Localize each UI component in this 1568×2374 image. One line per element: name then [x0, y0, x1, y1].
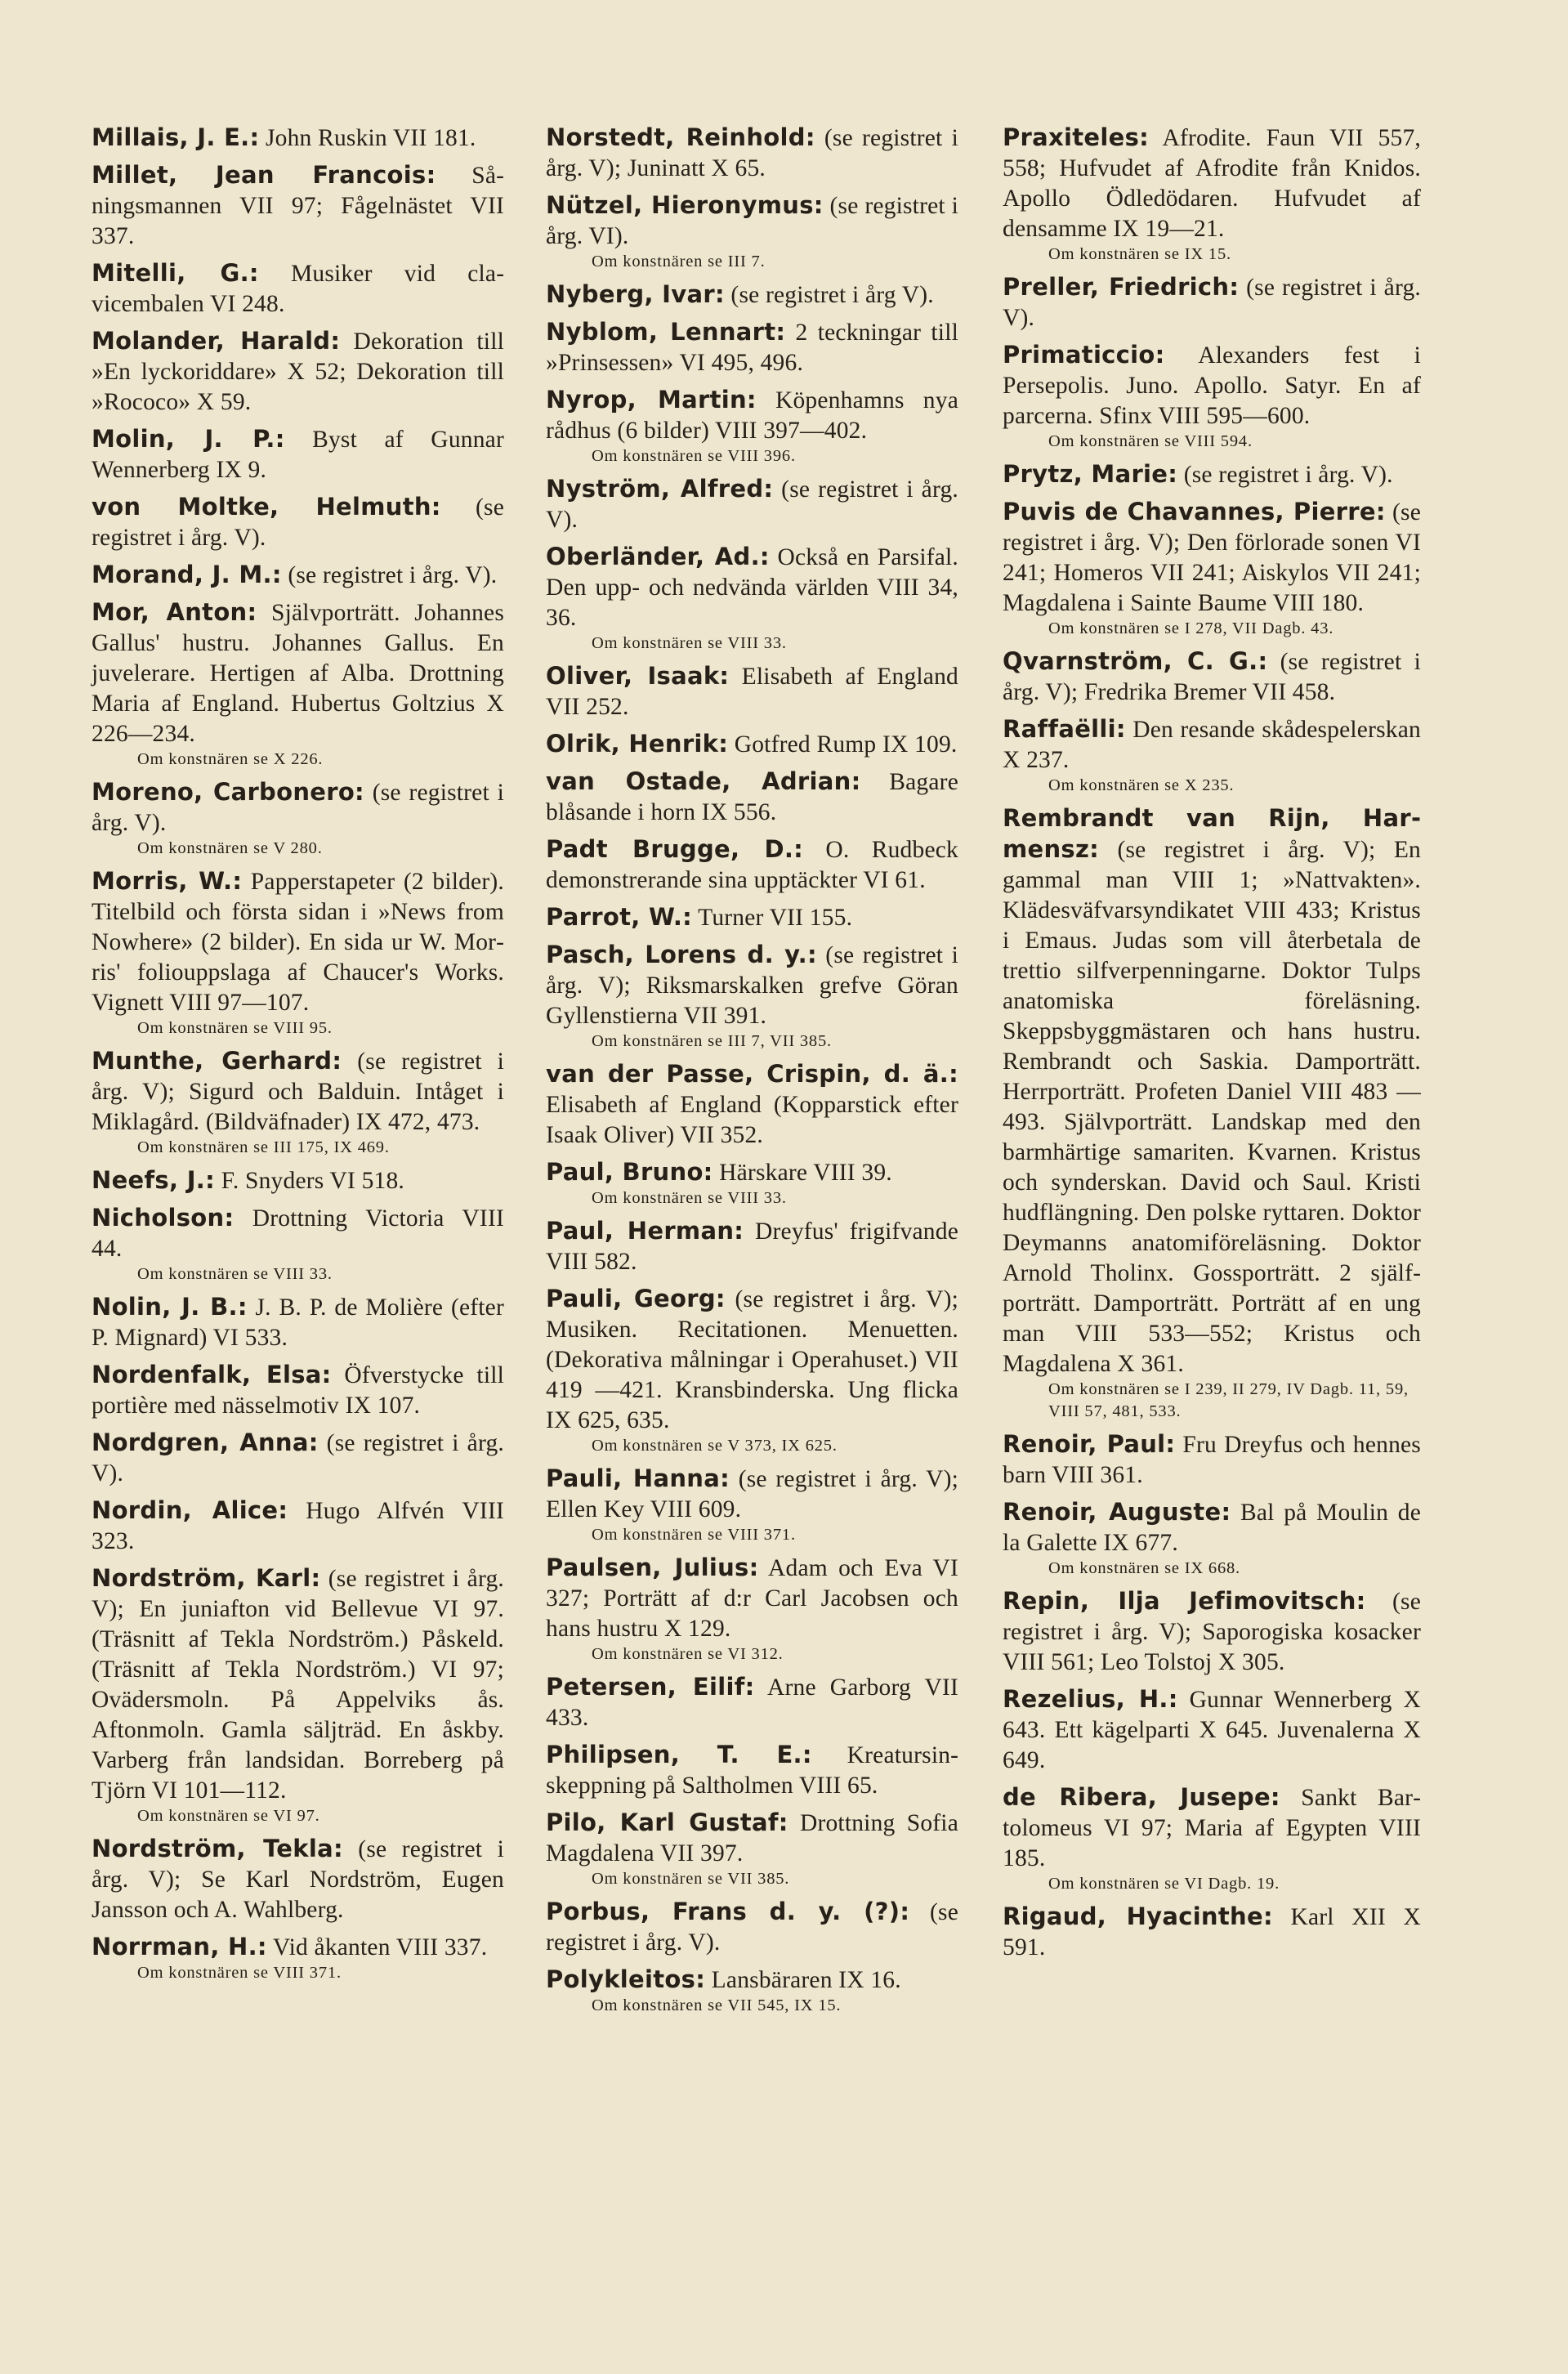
works-list: Karl XII X 591. — [1003, 1904, 1421, 1960]
works-list: O. Rudbeck demonstrerande sina upptäckter VI 61. — [546, 837, 958, 893]
artist-reference-note: Om konstnären se VII 385. — [592, 1870, 790, 1888]
artist-name: Mor, Anton: — [92, 598, 257, 626]
works-list: Adam och Eva VI 327; Porträtt af d:r Carl Jacobsen och hans hustru X 129. — [546, 1555, 958, 1642]
artist-reference-note: Om konstnären se VIII 95. — [137, 1019, 333, 1037]
artist-name: Mitelli, G.: — [92, 259, 259, 287]
register-entry — [92, 777, 504, 860]
register-entry — [92, 597, 504, 771]
works-list: Papperstapeter (2 bilder). Titelbild och första sidan i »News from Nowhere» (2 bilder). En sida ur W. Morris' foliouppslaga af Chaucer's Works. Vignett VIII 97—107. — [92, 869, 504, 1016]
artist-name: Neefs, J.: — [92, 1166, 216, 1194]
works-list: (se registret i årg. V); Riksmarskalken grefve Göran Gyllenstierna VII 391. — [546, 942, 958, 1029]
artist-name: Molander, Harald: — [92, 327, 341, 355]
register-entry — [546, 1965, 958, 2017]
entry-text — [1003, 1782, 1421, 1874]
artist-name: Praxiteles: — [1003, 123, 1150, 151]
register-entry — [1003, 1497, 1421, 1580]
artist-name: Molin, J. P.: — [92, 425, 285, 453]
artist-reference-note: Om konstnären se I 278, VII Dagb. 43. — [1048, 619, 1334, 637]
artist-reference-note: Om konstnären se VIII 396. — [592, 447, 796, 465]
artist-reference-note: Om konstnären se III 175, IX 469. — [137, 1138, 390, 1156]
register-entry — [92, 1495, 504, 1557]
artist-name: Prytz, Marie: — [1003, 460, 1178, 488]
register-entry — [546, 1464, 958, 1546]
artist-name: Paulsen, Julius: — [546, 1554, 759, 1581]
entry-text — [92, 424, 504, 485]
register-entry — [546, 940, 958, 1053]
artist-reference-note: Om konstnären se X 235. — [1048, 776, 1235, 794]
entry-text — [92, 1292, 504, 1353]
register-entry — [546, 123, 958, 184]
entry-text — [1003, 803, 1421, 1379]
artist-name: Nordgren, Anna: — [92, 1428, 319, 1456]
artist-name: Philipsen, T. E.: — [546, 1741, 812, 1768]
works-list: (se registret i årg. VI). — [546, 193, 958, 249]
register-entry — [546, 1216, 958, 1277]
works-list: Såningsmannen VII 97; Fågelnästet VII 337. — [92, 163, 504, 249]
works-list: Gunnar Wennerberg X 643. Ett kägelparti X 645. Juvenalerna X 649. — [1003, 1687, 1422, 1773]
works-list: Dreyfus' frigifvande VIII 582. — [546, 1218, 959, 1275]
works-list: Afrodite. Faun VII 557, 558; Hufvudet af Afrodite från Knidos. Apollo Ödledödaren. Hufvudet af densamme IX 19—21. — [1003, 125, 1421, 242]
artist-name: Norstedt, Reinhold: — [546, 123, 815, 151]
register-entry — [92, 866, 504, 1039]
artist-name: Nyblom, Lennart: — [546, 318, 786, 346]
entry-text — [92, 597, 504, 749]
entry-text — [546, 542, 958, 633]
works-list: F. Snyders VI 518. — [215, 1168, 405, 1194]
artist-reference-note: Om konstnären se VIII 594. — [1048, 432, 1253, 450]
register-entry — [1003, 1684, 1421, 1776]
entry-text — [1003, 272, 1421, 333]
register-entry — [92, 424, 504, 485]
entry-text — [1003, 123, 1421, 244]
works-list: Arne Garborg VII 433. — [546, 1674, 958, 1731]
register-entry — [92, 1165, 504, 1196]
artist-name: Repin, Ilja Jefimovitsch: — [1003, 1587, 1366, 1615]
entry-text — [546, 834, 958, 896]
artist-name: Millais, J. E.: — [92, 123, 260, 151]
works-list: Den resande skådespelerskan X 237. — [1003, 717, 1421, 773]
works-list: Turner VII 155. — [692, 905, 853, 931]
register-entry — [92, 123, 504, 154]
artist-name: Nolin, J. B.: — [92, 1293, 248, 1321]
works-list: Byst af Gunnar Wennerberg IX 9. — [92, 427, 504, 483]
register-entry — [1003, 803, 1421, 1423]
entry-text — [92, 1203, 504, 1264]
register-entry — [92, 1834, 504, 1925]
register-entry — [546, 1284, 958, 1457]
works-list: Bagare blåsande i horn IX 556. — [546, 769, 958, 825]
works-list: Självporträtt. Johannes Gallus' hustru. Johannes Gallus. En juvelerare. Hertigen af Alba. Drottning Maria af England. Hubertus Goltzius X 226—234. — [92, 600, 504, 747]
register-entry — [1003, 340, 1421, 453]
artist-name: Puvis de Chavannes, Pierre: — [1003, 498, 1386, 525]
entry-text — [1003, 1586, 1421, 1678]
works-list: 2 teckningar till »Prinsessen» VI 495, 496. — [546, 320, 958, 376]
artist-reference-note: Om konstnären se III 7. — [592, 253, 766, 270]
register-column-1 — [92, 123, 504, 1991]
register-entry — [546, 1553, 958, 1665]
works-list: Elisabeth af England VII 252. — [546, 664, 958, 720]
entry-text — [546, 1284, 958, 1436]
artist-name: Olrik, Henrik: — [546, 730, 729, 758]
artist-reference-note: Om konstnären se VII 545, IX 15. — [592, 1996, 842, 2014]
register-entry — [1003, 497, 1421, 640]
register-entry — [92, 1203, 504, 1285]
works-list: (se registret i årg. V); Ellen Key VIII 609. — [546, 1466, 958, 1522]
artist-name: Nützel, Hieronymus: — [546, 191, 824, 219]
entry-text — [546, 385, 958, 446]
works-list: Fru Dreyfus och hennes barn VIII 361. — [1003, 1432, 1421, 1488]
register-entry — [546, 729, 958, 760]
entry-text — [92, 160, 504, 252]
works-list: Öfverstycke till portière med nässelmotiv IX 107. — [92, 1362, 505, 1419]
entry-text — [1003, 1902, 1421, 1963]
entry-text — [92, 1428, 504, 1489]
artist-name: Preller, Friedrich: — [1003, 273, 1240, 301]
entry-text — [92, 1563, 504, 1806]
register-entry — [546, 542, 958, 655]
register-entry — [546, 279, 958, 311]
register-entry — [546, 385, 958, 467]
register-entry — [92, 1932, 504, 1984]
artist-name: Oberländer, Ad.: — [546, 543, 770, 570]
artist-name: Pauli, Hanna: — [546, 1464, 730, 1492]
entry-text — [92, 123, 504, 154]
artist-name: Renoir, Auguste: — [1003, 1498, 1231, 1526]
register-entry — [1003, 272, 1421, 333]
register-entry — [546, 317, 958, 378]
artist-reference-note: Om konstnären se VI 97. — [137, 1807, 320, 1825]
artist-reference-note: Om konstnären se VIII 33. — [592, 634, 787, 652]
register-entry — [546, 834, 958, 896]
artist-name: von Moltke, Helmuth: — [92, 493, 441, 521]
artist-name: Nordin, Alice: — [92, 1496, 288, 1524]
entry-text — [546, 279, 958, 311]
register-entry — [546, 1672, 958, 1733]
entry-text — [92, 326, 504, 418]
register-entry — [546, 474, 958, 535]
register-entry — [546, 190, 958, 273]
artist-reference-note: Om konstnären se III 7, VII 385. — [592, 1032, 832, 1050]
works-list: Drottning Victoria VIII 44. — [92, 1205, 504, 1262]
works-list: (se registret i årg. V); Se Karl Nordström, Eugen Jansson och A. Wahlberg. — [92, 1836, 504, 1923]
register-entry — [1003, 1782, 1421, 1895]
works-list: (se registret i årg. V). — [1177, 462, 1393, 488]
artist-name: Norrman, H.: — [92, 1933, 267, 1960]
works-list: (se registret i årg. V); En gammal man VIII 1; »Nattvakten». Klädesväfvarsyndikatet VIII 433; Kristus i Emaus. Judas som vill återbetala de trettio silfverpenningarne. Doktor Tulps anatomiska föreläsning. Skeppsbyggmästaren och hans hustru. Rembrandt och Saskia. Damporträtt. Herrporträtt. Profeten Daniel VIII 483 —493. Självporträtt. Landskap med den barmhärtige samariten. Kvarnen. Kristus och synderskan. David och Saul. Kristi hudflängning. Den polske ryttaren. Doktor Deymanns anatomiföreläsning. Doktor Arnold Tholinx. Gossporträtt. 2 själfporträtt. Damporträtt. Porträtt af en ung man VIII 533—552; Kristus och Magdalena X 361. — [1003, 837, 1421, 1377]
register-entry — [1003, 123, 1421, 266]
register-entry — [92, 1428, 504, 1489]
register-entry — [546, 902, 958, 933]
entry-text — [546, 1808, 958, 1869]
artist-name: van Ostade, Adrian: — [546, 767, 861, 795]
entry-text — [546, 1740, 958, 1801]
register-entry — [1003, 714, 1421, 797]
artist-name: Rigaud, Hyacinthe: — [1003, 1902, 1273, 1930]
register-entry — [546, 767, 958, 828]
works-list: (se registret i årg. V). — [546, 476, 958, 533]
entry-text — [546, 940, 958, 1031]
works-list: Kreatursinskeppning på Saltholmen VIII 65. — [546, 1742, 958, 1799]
register-entry — [92, 560, 504, 591]
artist-name: Millet, Jean Francois: — [92, 161, 436, 189]
artist-name: Renoir, Paul: — [1003, 1430, 1176, 1458]
artist-name: Rembrandt van Rijn, Harmensz: — [1003, 804, 1421, 863]
entry-text — [92, 866, 504, 1018]
artist-reference-note: Om konstnären se IX 15. — [1048, 245, 1231, 263]
entry-text — [1003, 714, 1421, 776]
register-entry — [92, 160, 504, 252]
artist-reference-note: Om konstnären se VI 312. — [592, 1645, 784, 1663]
register-entry — [92, 1292, 504, 1353]
entry-text — [546, 190, 958, 252]
artist-name: van der Passe, Crispin, d. ä.: — [546, 1060, 958, 1088]
artist-name: Nordenfalk, Elsa: — [92, 1361, 332, 1388]
artist-reference-note: Om konstnären se VI Dagb. 19. — [1048, 1875, 1280, 1893]
artist-name: Nyström, Alfred: — [546, 475, 774, 503]
register-column-2 — [546, 123, 958, 2023]
works-list: Lansbäraren IX 16. — [705, 1967, 901, 1993]
entry-text — [546, 661, 958, 722]
artist-name: Qvarnström, C. G.: — [1003, 647, 1268, 675]
artist-name: Nyrop, Martin: — [546, 386, 757, 414]
entry-text — [92, 1360, 504, 1421]
works-list: (se registret i årg. V). — [1003, 275, 1421, 331]
works-list: Musiker vid clavicembalen VI 248. — [92, 261, 505, 317]
works-list: (se registret i årg. V); Juninatt X 65. — [546, 125, 958, 181]
artist-name: Morand, J. M.: — [92, 561, 282, 588]
entry-text — [92, 258, 504, 320]
artist-name: Rezelius, H.: — [1003, 1685, 1178, 1713]
register-entry — [546, 1740, 958, 1801]
entry-text — [1003, 646, 1421, 708]
works-list: Bal på Moulin de la Galette IX 677. — [1003, 1500, 1421, 1556]
entry-text — [546, 1897, 958, 1958]
works-list: (se registret i årg. V); Saporogiska kosacker VIII 561; Leo Tolstoj X 305. — [1003, 1589, 1421, 1675]
entry-text — [1003, 1497, 1421, 1558]
artist-name: Oliver, Isaak: — [546, 662, 730, 690]
artist-name: Paul, Bruno: — [546, 1158, 713, 1186]
register-entry — [546, 1897, 958, 1958]
artist-reference-note: Om konstnären se I 239, II 279, IV Dagb. 11, 59, VIII 57, 481, 533. — [1048, 1380, 1409, 1420]
artist-name: Nordström, Karl: — [92, 1564, 321, 1592]
artist-name: Munthe, Gerhard: — [92, 1047, 342, 1075]
artist-reference-note: Om konstnären se VIII 371. — [137, 1964, 342, 1982]
entry-text — [92, 1932, 504, 1963]
artist-reference-note: Om konstnären se VIII 33. — [137, 1265, 333, 1283]
artist-name: Padt Brugge, D.: — [546, 835, 804, 863]
entry-text — [1003, 1429, 1421, 1491]
entry-text — [546, 1157, 958, 1188]
register-entry — [92, 1563, 504, 1827]
register-entry — [546, 1157, 958, 1209]
works-list: Hugo Alfvén VIII 323. — [92, 1498, 504, 1554]
works-list: (se registret i årg. V); Den förlorade sonen VI 241; Homeros VII 241; Aiskylos VII 241; Magdalena i Sainte Baume VIII 180. — [1003, 499, 1422, 616]
register-entry — [546, 1059, 958, 1151]
register-entry — [546, 661, 958, 722]
register-entry — [92, 1360, 504, 1421]
register-entry — [92, 326, 504, 418]
register-entry — [1003, 1902, 1421, 1963]
works-list: (se registret i årg. V). — [281, 562, 498, 588]
artist-reference-note: Om konstnären se X 226. — [137, 750, 324, 768]
works-list: Gotfred Rump IX 109. — [728, 731, 958, 758]
works-list: John Ruskin VII 181. — [259, 125, 476, 151]
register-entry — [1003, 1429, 1421, 1491]
artist-name: Nordström, Tekla: — [92, 1835, 343, 1862]
entry-text — [546, 1965, 958, 1996]
works-list: Alexanders fest i Persepolis. Juno. Apollo. Satyr. En af parcerna. Sfinx VIII 595—600. — [1003, 342, 1421, 429]
entry-text — [546, 1672, 958, 1733]
works-list: (se registret i årg. V); Fredrika Bremer VII 458. — [1003, 649, 1422, 705]
register-entry — [92, 258, 504, 320]
entry-text — [92, 777, 504, 838]
entry-text — [546, 902, 958, 933]
entry-text — [546, 474, 958, 535]
artist-reference-note: Om konstnären se IX 668. — [1048, 1559, 1240, 1577]
artist-name: Porbus, Frans d. y. (?): — [546, 1898, 910, 1925]
works-list: J. B. P. de Molière (efter P. Mignard) VI 533. — [92, 1294, 504, 1351]
entry-text — [1003, 459, 1421, 490]
artist-name: Polykleitos: — [546, 1965, 706, 1993]
artist-reference-note: Om konstnären se VIII 371. — [592, 1526, 796, 1544]
register-column-3 — [1003, 123, 1421, 1969]
entry-text — [1003, 497, 1421, 619]
entry-text — [92, 1165, 504, 1196]
artist-name: Parrot, W.: — [546, 903, 693, 931]
entry-text — [1003, 1684, 1421, 1776]
works-list: Vid åkanten VIII 337. — [266, 1934, 488, 1960]
register-entry — [1003, 1586, 1421, 1678]
entry-text — [92, 492, 504, 553]
entry-text — [92, 560, 504, 591]
artist-name: Petersen, Eilif: — [546, 1673, 755, 1701]
artist-name: Primaticcio: — [1003, 341, 1165, 369]
entry-text — [546, 1216, 958, 1277]
works-list: Köpenhamns nya rådhus (6 bilder) VIII 397—402. — [546, 387, 958, 444]
artist-name: Pasch, Lorens d. y.: — [546, 941, 817, 968]
register-entry — [1003, 646, 1421, 708]
artist-reference-note: Om konstnären se VIII 33. — [592, 1189, 787, 1207]
artist-reference-note: Om konstnären se V 373, IX 625. — [592, 1437, 838, 1455]
artist-name: de Ribera, Jusepe: — [1003, 1783, 1280, 1811]
works-list: Dekoration till »En lyckoriddare» X 52; Dekoration till »Rococo» X 59. — [92, 329, 504, 415]
entry-text — [546, 1059, 958, 1151]
register-entry — [546, 1808, 958, 1890]
artist-name: Raffaëlli: — [1003, 715, 1126, 743]
entry-text — [546, 317, 958, 378]
works-list: (se registret i årg. V). — [546, 1899, 958, 1956]
artist-reference-note: Om konstnären se V 280. — [137, 839, 323, 857]
entry-text — [92, 1495, 504, 1557]
works-list: Elisabeth af England (Kopparstick efter Isaak Oliver) VII 352. — [546, 1092, 958, 1148]
entry-text — [92, 1834, 504, 1925]
entry-text — [546, 123, 958, 184]
works-list: (se registret i årg. V); Musiken. Recitationen. Menuetten. (Dekorativa målningar i Operahuset.) VII 419 —421. Kransbinderska. Ung flicka IX 625, 635. — [546, 1286, 958, 1433]
register-entry — [92, 1046, 504, 1159]
artist-name: Moreno, Carbonero: — [92, 778, 364, 806]
works-list: Också en Parsifal. Den upp- och nedvända världen VIII 34, 36. — [546, 544, 959, 631]
works-list: (se registret i årg V). — [724, 282, 934, 308]
register-entry — [92, 492, 504, 553]
entry-text — [92, 1046, 504, 1138]
works-list: Härskare VIII 39. — [713, 1160, 892, 1186]
works-list: (se registret i årg. V); Sigurd och Balduin. Intåget i Miklagård. (Bildväfnader) IX 472, 473. — [92, 1048, 505, 1135]
works-list: Sankt Bartolomeus VI 97; Maria af Egypten VIII 185. — [1003, 1785, 1421, 1871]
artist-name: Pilo, Karl Gustaf: — [546, 1808, 788, 1836]
artist-name: Nyberg, Ivar: — [546, 280, 725, 308]
artist-name: Nicholson: — [92, 1204, 235, 1232]
works-list: (se registret i årg. V). — [92, 494, 504, 551]
artist-name: Paul, Herman: — [546, 1217, 744, 1245]
artist-name: Morris, W.: — [92, 867, 243, 895]
entry-text — [546, 1464, 958, 1525]
works-list: (se registret i årg. V); En juniafton vid Bellevue VI 97. (Träsnitt af Tekla Nordström.) Påskeld. (Träsnitt af Tekla Nordström.) VI 97; Ovädersmoln. På Appelviks ås. Aftonmoln. Gamla säljträd. En åskby. Varberg från landsidan. Borreberg på Tjörn VI 101—112. — [92, 1566, 504, 1804]
entry-text — [546, 729, 958, 760]
entry-text — [546, 1553, 958, 1644]
register-entry — [1003, 459, 1421, 490]
works-list: (se registret i årg. V). — [92, 780, 504, 836]
artist-name: Pauli, Georg: — [546, 1285, 726, 1312]
entry-text — [546, 767, 958, 828]
works-list: Drottning Sofia Magdalena VII 397. — [546, 1810, 958, 1867]
works-list: (se registret i årg. V). — [92, 1430, 504, 1487]
entry-text — [1003, 340, 1421, 431]
